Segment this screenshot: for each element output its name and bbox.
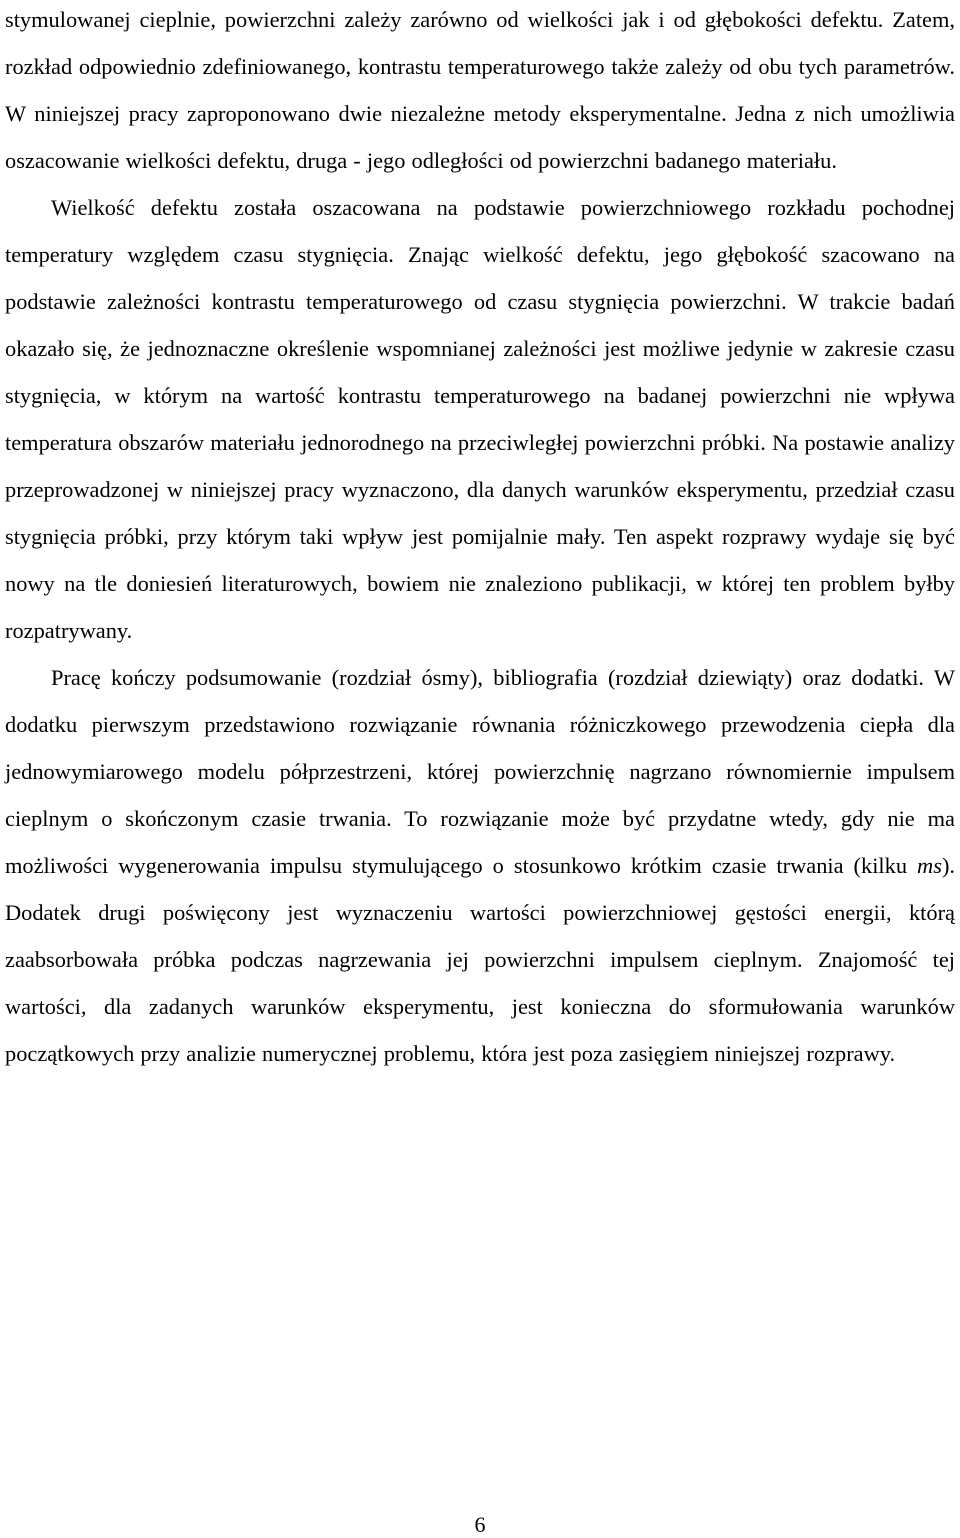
unit-ms: ms [917, 853, 942, 878]
paragraph-continuation: stymulowanej cieplnie, powierzchni zależy zarówno od wielkości jak i od głębokości defektu. Zatem, rozkład odpowiednio zdefiniowanego, kontrastu temperaturowego także zależy od obu tych parametrów. W niniejszej pracy zaproponowano dwie niezależne metody eksperymentalne. Jedna z nich umożliwia oszacowanie wielkości defektu, druga - jego odległości od powierzchni badanego materiału. [5, 7, 955, 173]
paragraph-summary [5, 654, 955, 1077]
paragraph-defect-size: Wielkość defektu została oszacowana na podstawie powierzchniowego rozkładu pochodnej temperatury względem czasu stygnięcia. Znając wielkość defektu, jego głębokość szacowano na podstawie zależności kontrastu temperaturowego od czasu stygnięcia powierzchni. W trakcie badań okazało się, że jednoznaczne określenie wspomnianej zależności jest możliwe jedynie w zakresie czasu stygnięcia, w którym na wartość kontrastu temperaturowego na badanej powierzchni nie wpływa temperatura obszarów materiału jednorodnego na przeciwległej powierzchni próbki. Na postawie analizy przeprowadzonej w niniejszej pracy wyznaczono, dla danych warunków eksperymentu, przedział czasu stygnięcia próbki, przy którym taki wpływ jest pomijalnie mały. Ten aspekt rozprawy wydaje się być nowy na tle doniesień literaturowych, bowiem nie znaleziono publikacji, w której ten problem byłby rozpatrywany. [5, 195, 955, 643]
page-number: 6 [474, 1512, 486, 1537]
document-page [5, 0, 955, 1077]
paragraph-summary-text-1: Pracę kończy podsumowanie (rozdział ósmy), bibliografia (rozdział dziewiąty) oraz dodatki. W dodatku pierwszym przedstawiono rozwiązanie równania różniczkowego przewodzenia ciepła dla jednowymiarowego modelu półprzestrzeni, której powierzchnię nagrzano równomiernie impulsem cieplnym o skończonym czasie trwania. To rozwiązanie może być przydatne wtedy, gdy nie ma możliwości wygenerowania impulsu stymulującego o stosunkowo krótkim czasie trwania (kilku [5, 665, 955, 878]
paragraph-summary-text-2: ). Dodatek drugi poświęcony jest wyznaczeniu wartości powierzchniowej gęstości energii, którą zaabsorbowała próbka podczas nagrzewania jej powierzchni impulsem cieplnym. Znajomość tej wartości, dla zadanych warunków eksperymentu, jest konieczna do sformułowania warunków początkowych przy analizie numerycznej problemu, która jest poza zasięgiem niniejszej rozprawy. [5, 853, 955, 1066]
